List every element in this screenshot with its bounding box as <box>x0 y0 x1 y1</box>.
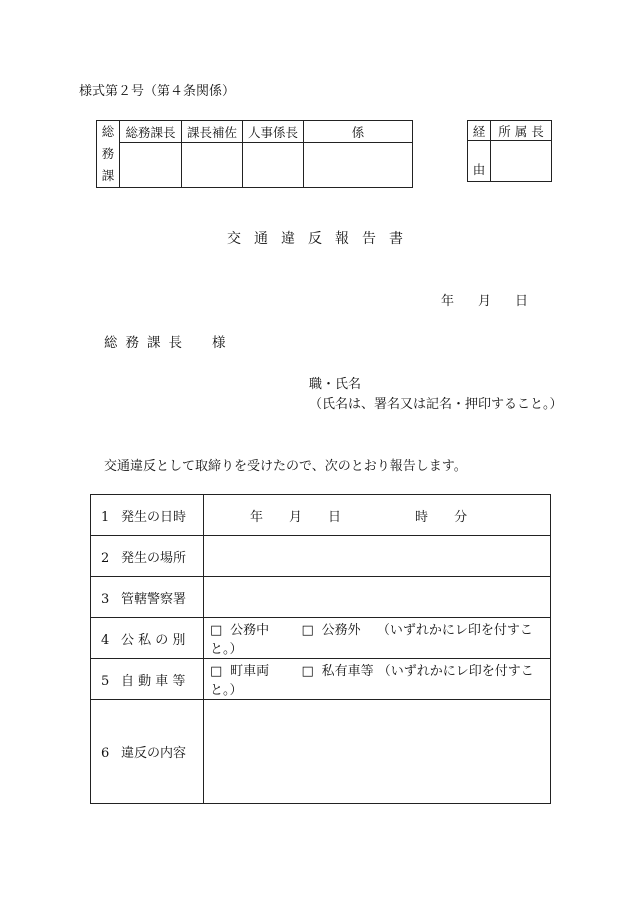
route-stamp-table <box>467 120 552 182</box>
row-hint: （いずれかにレ印を付すこと。） <box>210 623 533 657</box>
row-label: 管轄警察署 <box>121 591 187 607</box>
route-box[interactable] <box>491 141 552 182</box>
document-title: 交通違反報告書 <box>227 231 416 247</box>
form-number: 様式第２号（第４条関係） <box>79 84 236 99</box>
approval-stamp-table <box>96 120 413 188</box>
route-label-bottom: 由 <box>468 141 491 182</box>
addressee: 総務課長 <box>104 335 190 351</box>
checkbox-town-vehicle[interactable]: □ <box>210 664 223 679</box>
checkbox-private[interactable]: □ <box>301 623 314 638</box>
police-station-field[interactable] <box>204 577 551 618</box>
row-label: 自 動 車 等 <box>121 673 186 689</box>
stamp-box-staff[interactable] <box>304 143 413 188</box>
stamp-box-personnel[interactable] <box>243 143 304 188</box>
position-name-label: 職・氏名 <box>309 377 362 392</box>
checkbox-official[interactable]: □ <box>210 623 223 638</box>
stamp-header-chief: 総務課長 <box>120 121 182 143</box>
route-label-top: 経 <box>468 121 491 141</box>
checkbox-private-vehicle[interactable]: □ <box>301 664 314 679</box>
row-label: 公 私 の 別 <box>121 632 186 648</box>
stamp-box-assistant[interactable] <box>182 143 243 188</box>
stamp-header-assistant: 課長補佐 <box>182 121 243 143</box>
stamp-side-label: 総 務 課 <box>97 121 120 188</box>
row-hint: （いずれかにレ印を付すこと。） <box>210 664 534 698</box>
stamp-header-staff: 係 <box>304 121 413 143</box>
honorific: 様 <box>212 335 226 351</box>
violation-content-field[interactable] <box>204 700 551 804</box>
table-row: 1 発生の日時 年 月 日 時 分 <box>91 495 551 536</box>
row-label: 発生の日時 <box>121 509 187 525</box>
table-row: 3 管轄警察署 <box>91 577 551 618</box>
datetime-field[interactable]: 年 月 日 時 分 <box>204 495 551 536</box>
row-label: 違反の内容 <box>121 746 187 761</box>
name-note: （氏名は、署名又は記名・押印すること。） <box>309 397 563 412</box>
row-label: 発生の場所 <box>121 550 187 566</box>
table-row: 5 自 動 車 等 □ 町車両 □ 私有車等 （いずれかにレ印を付すこと。） <box>91 659 551 700</box>
lead-text: 交通違反として取締りを受けたので、次のとおり報告します。 <box>104 459 467 474</box>
location-field[interactable] <box>204 536 551 577</box>
stamp-box-chief[interactable] <box>120 143 182 188</box>
table-row: 4 公 私 の 別 □ 公務中 □ 公務外 （いずれかにレ印を付すこと。） <box>91 618 551 659</box>
report-table <box>90 494 551 804</box>
table-row: 2 発生の場所 <box>91 536 551 577</box>
report-date: 年 月 日 <box>441 294 529 309</box>
table-row: 6 違反の内容 <box>91 700 551 804</box>
stamp-header-personnel: 人事係長 <box>243 121 304 143</box>
route-header: 所 属 長 <box>491 121 552 141</box>
